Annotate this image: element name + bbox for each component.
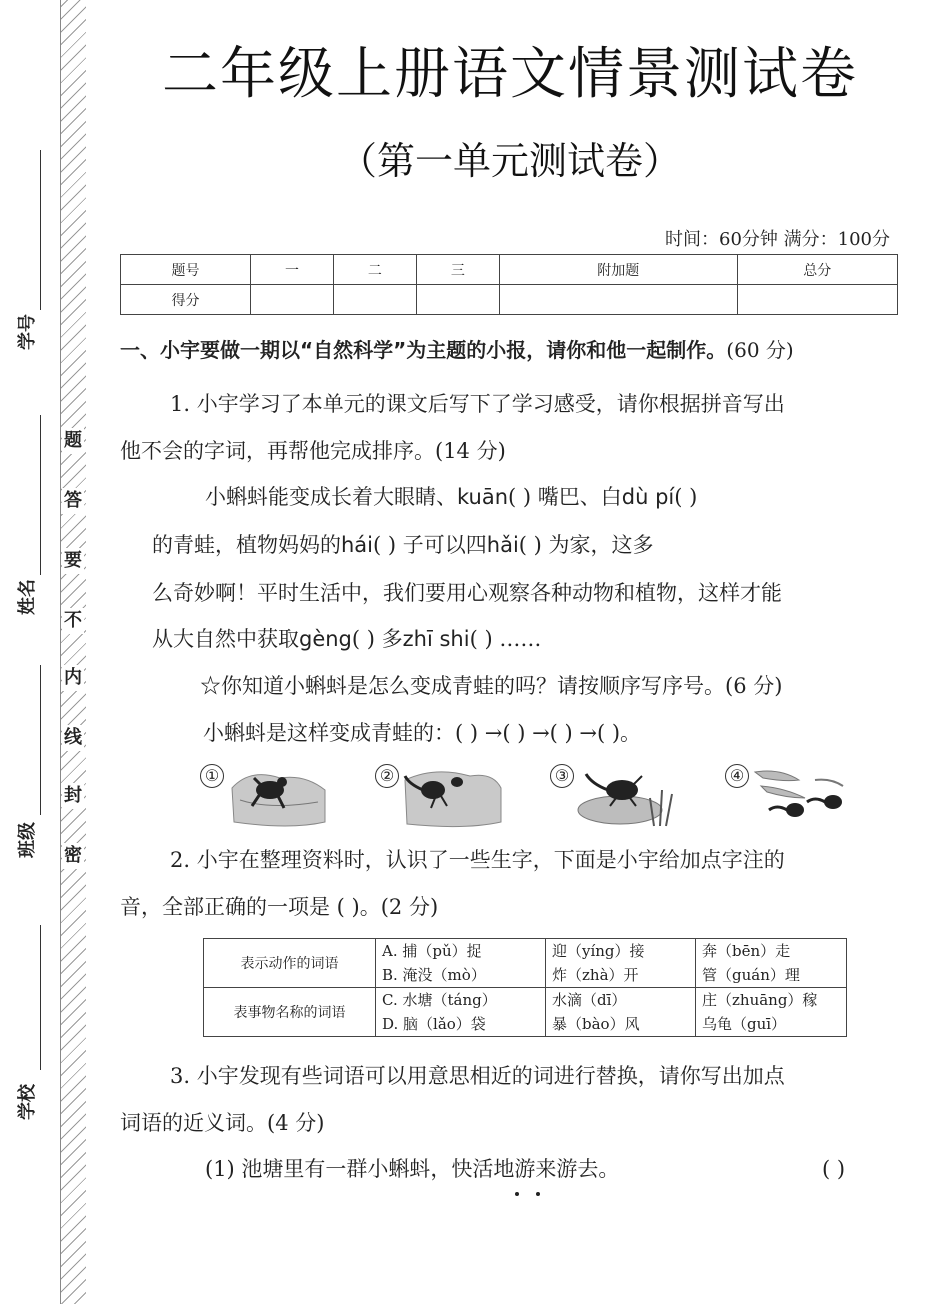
pinyin-prompt: kuān: [457, 485, 509, 509]
category-nouns: 表事物名称的词语: [204, 988, 376, 1037]
score-header-cell: 二: [333, 255, 416, 285]
score-table: [120, 254, 898, 315]
option-c-word-1[interactable]: C. 水塘（táng）: [382, 991, 497, 1009]
answer-blank[interactable]: ( ): [674, 485, 698, 509]
q2-prompt-line2: 音，全部正确的一项是 ( )。(2 分): [120, 895, 439, 919]
q1-paragraph-line2: [152, 531, 654, 559]
category-actions: 表示动作的词语: [204, 939, 376, 988]
seal-char: 线: [62, 725, 84, 751]
q1-order-answer[interactable]: 小蝌蚪是这样变成青蛙的：( ) →( ) →( ) →( )。: [203, 721, 642, 745]
section-points: (60 分): [726, 338, 794, 362]
name-line[interactable]: [40, 415, 41, 575]
name-label: 姓名: [17, 579, 38, 615]
emphasis-dots: [505, 1177, 555, 1185]
score-header-cell: 一: [251, 255, 334, 285]
answer-blank[interactable]: ( ) 嘴巴、白: [508, 485, 622, 509]
option-d-word-1[interactable]: D. 脑（lǎo）袋: [382, 1015, 486, 1033]
time-info: 时间：60分钟 满分：100分: [665, 229, 890, 250]
q3-prompt-line2: 词语的近义词。(4 分): [120, 1111, 325, 1135]
tadpole-image-2: [375, 760, 505, 830]
answer-blank[interactable]: ( ) 子可以四: [373, 533, 487, 557]
answer-blank[interactable]: ( ) 为家，这多: [518, 533, 654, 557]
option-b-word-1[interactable]: B. 淹没（mò）: [382, 966, 486, 984]
score-row-label: 得分: [121, 285, 251, 315]
score-header-cell: 三: [416, 255, 499, 285]
image-number: ④: [725, 764, 749, 788]
q1-paragraph-line1: [205, 483, 697, 511]
tadpole-image-3: [550, 760, 680, 830]
seal-char: 内: [62, 665, 84, 691]
class-label: 班级: [17, 822, 38, 858]
student-id-label: 学号: [17, 314, 38, 350]
score-header-cell: 附加题: [499, 255, 737, 285]
option-c-word-3: 庄（zhuāng）稼: [702, 991, 818, 1009]
image-number: ②: [375, 764, 399, 788]
class-line[interactable]: [40, 665, 41, 815]
q1-prompt-line2: 他不会的字词，再帮他完成排序。(14 分): [120, 439, 506, 463]
tadpole-image-1: [200, 760, 330, 830]
pinyin-prompt: hái: [341, 533, 374, 557]
score-input-cell[interactable]: [499, 285, 737, 315]
q1-paragraph-line3: 么奇妙啊！平时生活中，我们要用心观察各种动物和植物，这样才能: [152, 581, 782, 605]
q2-prompt-line1: 2. 小宇在整理资料时，认识了一些生字，下面是小宇给加点字注的: [170, 848, 785, 872]
q3-item-1-blank[interactable]: ( ): [822, 1157, 846, 1181]
q3-item-1: (1) 池塘里有一群小蝌蚪，快活地游来游去。: [205, 1157, 620, 1181]
text-segment: 从大自然中获取: [152, 627, 299, 651]
answer-blank[interactable]: ( ) 多: [351, 627, 403, 651]
tadpole-image-4: [725, 760, 855, 830]
option-b-word-3: 管（guán）理: [702, 966, 800, 984]
q1-paragraph-line4: [152, 625, 541, 653]
option-d-word-2: 暴（bào）风: [552, 1015, 640, 1033]
score-input-cell[interactable]: [251, 285, 334, 315]
text-segment: 小蝌蚪能变成长着大眼睛、: [205, 485, 457, 509]
option-a-word-1[interactable]: A. 捕（pǔ）捉: [382, 942, 482, 960]
pinyin-prompt: zhī shi: [402, 627, 470, 651]
score-input-cell[interactable]: [333, 285, 416, 315]
page-title: 二年级上册语文情景测试卷: [162, 42, 858, 107]
q1-order-prompt: ☆你知道小蝌蚪是怎么变成青蛙的吗？请按顺序写序号。(6 分): [200, 674, 783, 698]
seal-char: 密: [62, 843, 84, 869]
section-title: [120, 334, 910, 363]
image-number: ③: [550, 764, 574, 788]
option-a-word-2: 迎（yíng）接: [552, 942, 645, 960]
pinyin-options-table: [203, 938, 847, 1037]
binding-hatch-strip: [60, 0, 86, 1304]
score-header-cell: 总分: [737, 255, 897, 285]
student-id-line[interactable]: [40, 150, 41, 310]
option-d-word-3: 乌龟（guī）: [702, 1015, 787, 1033]
pinyin-prompt: gèng: [299, 627, 352, 651]
seal-char: 题: [62, 428, 84, 454]
score-input-row: [121, 285, 898, 315]
score-header-cell: 题号: [121, 255, 251, 285]
score-input-cell[interactable]: [737, 285, 897, 315]
score-header-row: [121, 255, 898, 285]
school-label: 学校: [17, 1084, 38, 1120]
answer-blank[interactable]: ( ) ……: [469, 627, 542, 651]
option-c-word-2: 水滴（dī）: [552, 991, 627, 1009]
q3-prompt-line1: 3. 小宇发现有些词语可以用意思相近的词进行替换，请你写出加点: [170, 1064, 785, 1088]
page-subtitle: （第一单元测试卷）: [338, 139, 681, 183]
tadpole-images: [200, 760, 880, 830]
seal-char: 要: [62, 548, 84, 574]
pinyin-prompt: dù pí: [621, 485, 675, 509]
pinyin-prompt: hǎi: [486, 533, 519, 557]
section-title-text: 一、小宇要做一期以“自然科学”为主题的小报，请你和他一起制作。: [120, 338, 727, 362]
score-input-cell[interactable]: [416, 285, 499, 315]
seal-char: 不: [62, 608, 84, 634]
school-line[interactable]: [40, 925, 41, 1070]
seal-char: 答: [62, 488, 84, 514]
text-segment: 的青蛙，植物妈妈的: [152, 533, 341, 557]
emphasis-dots-icon: [505, 1190, 555, 1198]
q1-prompt-line1: 1. 小宇学习了本单元的课文后写下了学习感受，请你根据拼音写出: [170, 392, 785, 416]
image-number: ①: [200, 764, 224, 788]
seal-char: 封: [62, 783, 84, 809]
option-a-word-3: 奔（bēn）走: [702, 942, 791, 960]
option-b-word-2: 炸（zhà）开: [552, 966, 639, 984]
